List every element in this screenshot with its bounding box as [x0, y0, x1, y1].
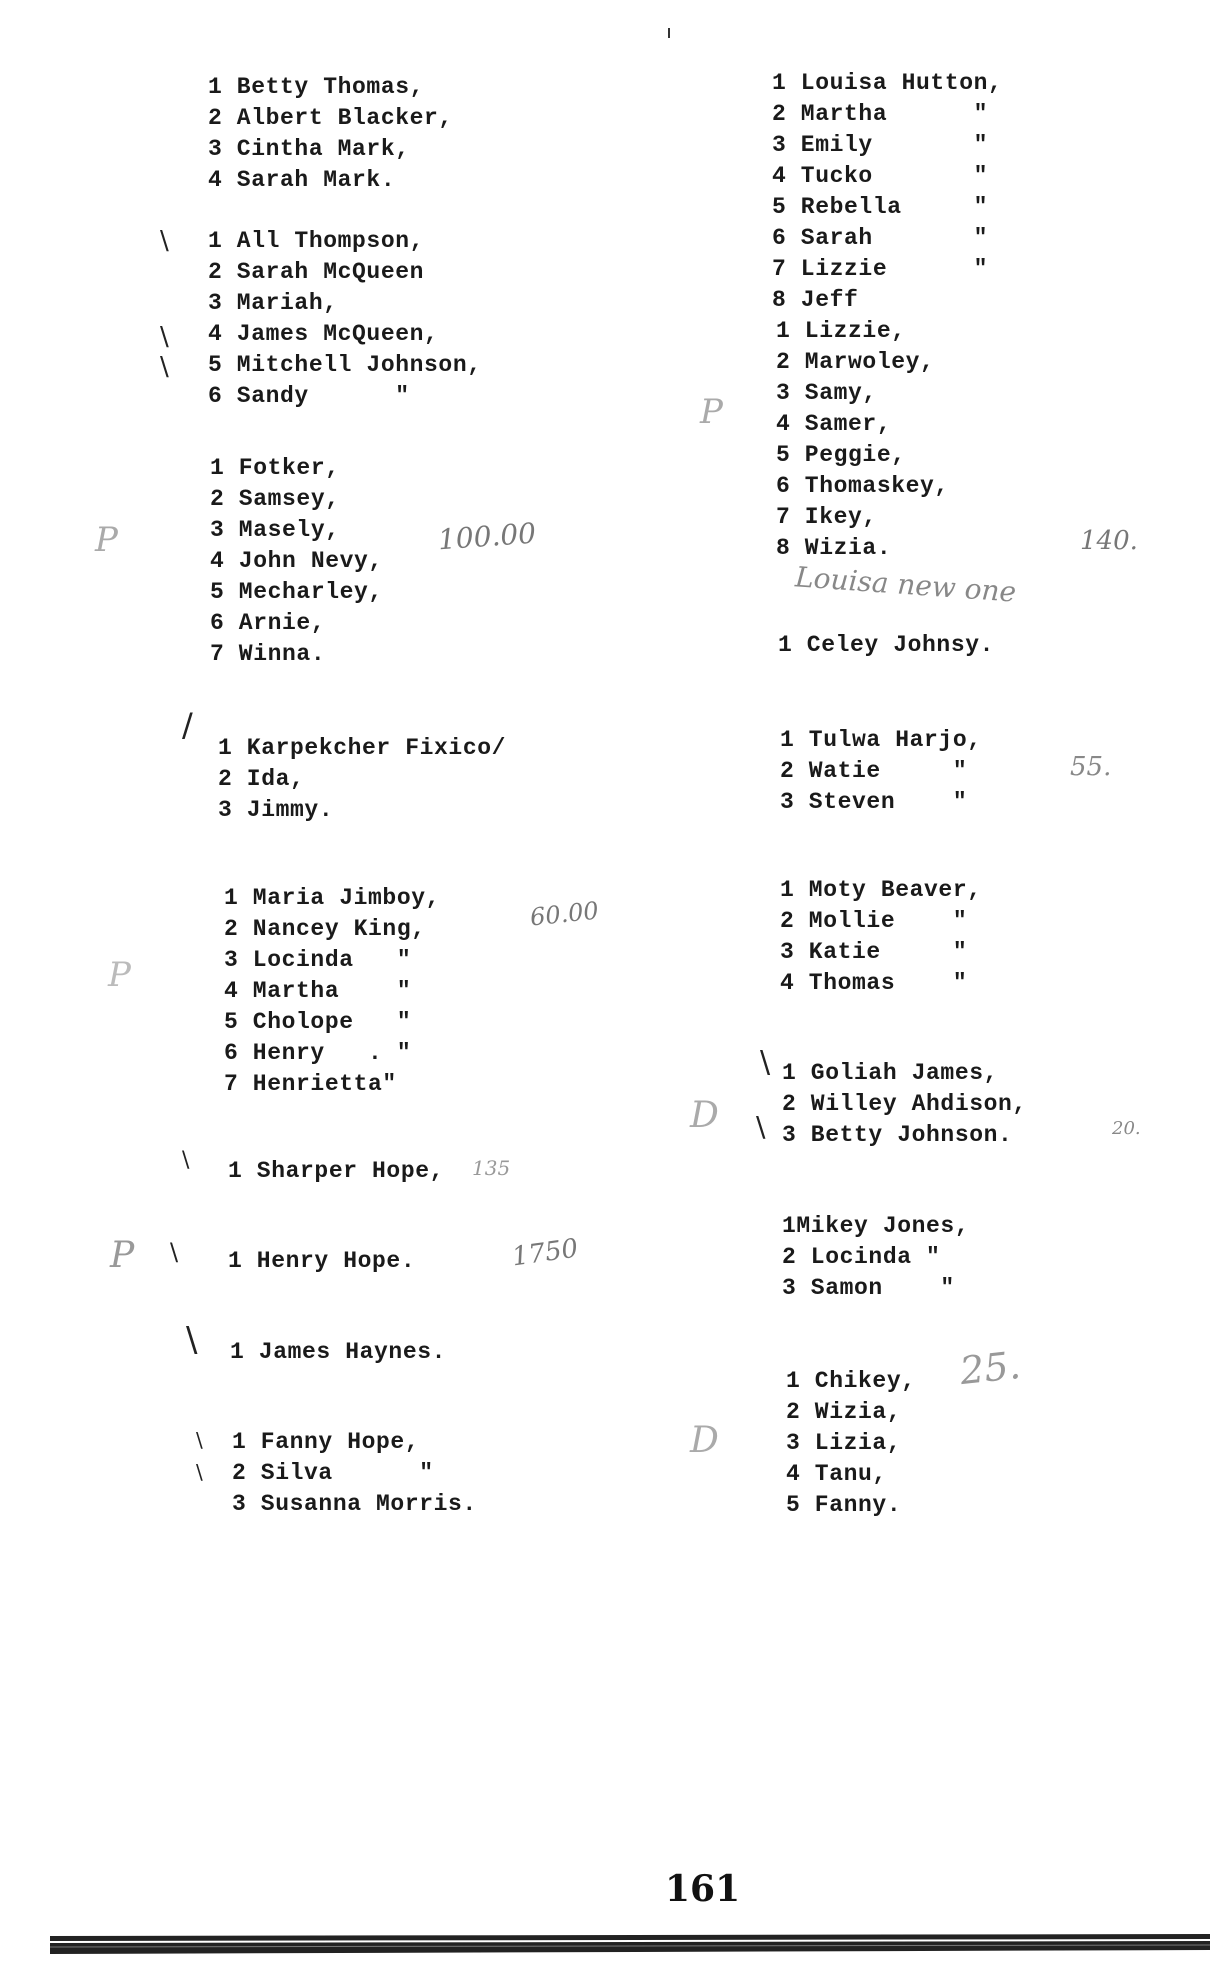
check-mark-icon: \ — [170, 1238, 179, 1266]
roster-line: 2 Martha " — [772, 101, 989, 127]
roster-line: 2 Sarah McQueen — [208, 259, 425, 285]
roster-line: 3 Lizia, — [786, 1430, 902, 1456]
family-group-hutton — [772, 68, 1002, 316]
roster-line: 2 Nancey King, — [224, 916, 426, 942]
family-group-james — [782, 1058, 1027, 1151]
roster-line: 5 Peggie, — [776, 442, 906, 468]
family-group-thomas — [208, 72, 453, 196]
roster-line: 2 Silva " — [232, 1460, 434, 1486]
roster-line: 1 Maria Jimboy, — [224, 885, 441, 911]
handwritten-initials: P — [95, 520, 118, 560]
roster-line: 1 Goliah James, — [782, 1060, 999, 1086]
handwritten-amount: 1750 — [510, 1233, 580, 1273]
roster-line: 3 Locinda " — [224, 947, 412, 973]
bottom-rule — [50, 1930, 1210, 1958]
family-group-jones — [782, 1211, 969, 1304]
roster-line: 1 Fotker, — [210, 455, 340, 481]
roster-line: 4 Thomas " — [780, 970, 968, 996]
roster-line: 2 Watie " — [780, 758, 968, 784]
roster-line: 2 Ida, — [218, 766, 305, 792]
handwritten-amount: 25. — [957, 1342, 1023, 1394]
handwritten-note: Louisa new one — [794, 560, 1018, 609]
roster-line: 8 Jeff — [772, 287, 859, 313]
roster-line: 2 Albert Blacker, — [208, 105, 453, 131]
roster-line: 5 Mitchell Johnson, — [208, 352, 482, 378]
roster-line: 1 All Thompson, — [208, 228, 425, 254]
check-mark-icon: \ — [196, 1460, 203, 1484]
family-group-lizzie — [776, 316, 949, 564]
roster-line: 1 James Haynes. — [230, 1339, 447, 1365]
roster-line: 1 Tulwa Harjo, — [780, 727, 982, 753]
roster-line: 1 Sharper Hope, — [228, 1158, 445, 1184]
roster-line: 6 Sarah " — [772, 225, 989, 251]
family-group-fanny-hope — [232, 1427, 477, 1520]
roster-line: 3 Jimmy. — [218, 797, 334, 823]
roster-line: 5 Rebella " — [772, 194, 989, 220]
roster-line: 5 Fanny. — [786, 1492, 902, 1518]
roster-line: 1 Moty Beaver, — [780, 877, 982, 903]
check-mark-icon: \ — [186, 1320, 198, 1360]
roster-line: 1 Betty Thomas, — [208, 74, 425, 100]
roster-line: 3 Katie " — [780, 939, 968, 965]
check-mark-icon: \ — [196, 1428, 203, 1452]
handwritten-amount: 55. — [1070, 752, 1112, 782]
roster-line: 1 Louisa Hutton, — [772, 70, 1003, 96]
roster-line: 3 Cintha Mark, — [208, 136, 410, 162]
roster-line: 4 Tucko " — [772, 163, 989, 189]
handwritten-initials: D — [690, 1095, 719, 1136]
check-mark-icon: \ — [160, 226, 169, 256]
roster-line: 6 Thomaskey, — [776, 473, 949, 499]
check-mark-icon: \ — [760, 1045, 771, 1080]
check-mark-icon: \ — [160, 322, 169, 352]
family-group-beaver — [780, 875, 982, 999]
handwritten-initials: D — [690, 1420, 719, 1461]
handwritten-initials: P — [700, 392, 723, 432]
handwritten-amount: 135 — [472, 1156, 511, 1180]
roster-line: 7 Lizzie " — [772, 256, 989, 282]
roster-line: 2 Samsey, — [210, 486, 340, 512]
family-group-henry-hope — [228, 1246, 415, 1277]
roster-line: 7 Henrietta" — [224, 1071, 397, 1097]
family-group-harjo — [780, 725, 982, 818]
handwritten-amount: 20. — [1112, 1118, 1141, 1139]
top-mark — [668, 28, 670, 38]
roster-line: 1 Lizzie, — [776, 318, 906, 344]
family-group-thompson — [208, 226, 482, 412]
roster-line: 2 Wizia, — [786, 1399, 902, 1425]
roster-line: 4 Tanu, — [786, 1461, 887, 1487]
roster-line: 3 Susanna Morris. — [232, 1491, 477, 1517]
family-group-haynes — [230, 1337, 446, 1368]
roster-line: 1Mikey Jones, — [782, 1213, 970, 1239]
roster-line: 7 Ikey, — [776, 504, 877, 530]
roster-line: 7 Winna. — [210, 641, 326, 667]
handwritten-initials: P — [110, 1235, 135, 1276]
roster-line: 3 Samon " — [782, 1275, 955, 1301]
roster-line: 1 Celey Johnsy. — [778, 632, 995, 658]
family-group-fotker — [210, 453, 383, 670]
roster-line: 4 Sarah Mark. — [208, 167, 396, 193]
roster-line: 4 Samer, — [776, 411, 892, 437]
family-group-sharper-hope — [228, 1156, 444, 1187]
check-mark-icon: \ — [756, 1110, 766, 1143]
check-mark-icon: / — [182, 706, 193, 744]
roster-line: 1 Fanny Hope, — [232, 1429, 420, 1455]
family-group-fixico — [218, 733, 506, 826]
roster-line: 6 Arnie, — [210, 610, 326, 636]
family-group-chikey — [786, 1366, 916, 1521]
roster-line: 8 Wizia. — [776, 535, 892, 561]
roster-line: 4 John Nevy, — [210, 548, 383, 574]
roster-line: 1 Henry Hope. — [228, 1248, 416, 1274]
roster-line: 3 Emily " — [772, 132, 989, 158]
roster-line: 2 Willey Ahdison, — [782, 1091, 1027, 1117]
check-mark-icon: \ — [160, 352, 169, 382]
check-mark-icon: \ — [182, 1148, 190, 1173]
handwritten-amount: 60.00 — [528, 896, 600, 932]
roster-line: 5 Mecharley, — [210, 579, 383, 605]
family-group-johnsy — [778, 630, 994, 661]
roster-line: 3 Steven " — [780, 789, 968, 815]
roster-line: 4 James McQueen, — [208, 321, 439, 347]
roster-line: 2 Locinda " — [782, 1244, 941, 1270]
roster-line: 2 Mollie " — [780, 908, 968, 934]
page-number: 161 — [665, 1868, 741, 1910]
roster-line: 6 Henry . " — [224, 1040, 412, 1066]
roster-line: 3 Masely, — [210, 517, 340, 543]
handwritten-amount: 140. — [1080, 526, 1138, 556]
roster-line: 3 Mariah, — [208, 290, 338, 316]
roster-line: 3 Betty Johnson. — [782, 1122, 1013, 1148]
family-group-jimboy — [224, 883, 440, 1100]
handwritten-initials: P — [108, 955, 131, 995]
handwritten-amount: 100.00 — [436, 516, 538, 557]
roster-line: 2 Marwoley, — [776, 349, 935, 375]
roster-line: 4 Martha " — [224, 978, 412, 1004]
roster-line: 1 Karpekcher Fixico/ — [218, 735, 507, 761]
roster-line: 3 Samy, — [776, 380, 877, 406]
roster-line: 5 Cholope " — [224, 1009, 412, 1035]
roster-line: 1 Chikey, — [786, 1368, 916, 1394]
roster-line: 6 Sandy " — [208, 383, 410, 409]
